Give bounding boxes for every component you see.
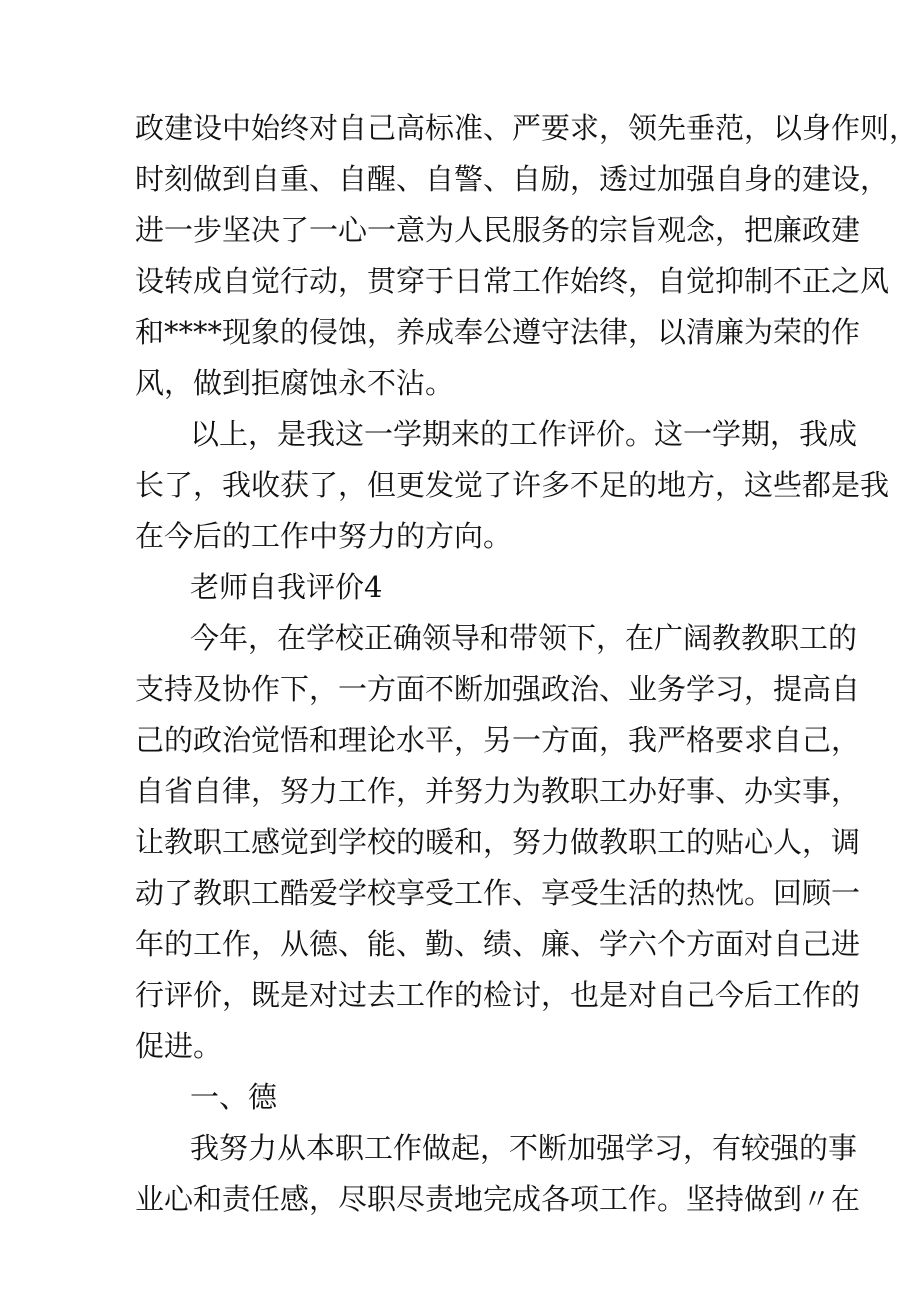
text-line: 促进。	[135, 1029, 223, 1063]
text-line: 设转成自觉行动，贯穿于日常工作始终，自觉抑制不正之风	[135, 264, 890, 298]
text-line: 风，做到拒腐蚀永不沾。	[135, 366, 455, 400]
paragraph-first-line: 我努力从本职工作做起，不断加强学习，有较强的事	[190, 1131, 858, 1165]
text-line: 动了教职工酷爱学校享受工作、享受生活的热忱。回顾一	[135, 876, 861, 910]
paragraph-first-line: 以上，是我这一学期来的工作评价。这一学期，我成	[190, 417, 858, 451]
text-line: 时刻做到自重、自醒、自警、自励，透过加强自身的建设，	[135, 162, 890, 196]
paragraph-first-line: 今年，在学校正确领导和带领下，在广阔教教职工的	[190, 621, 858, 655]
text-line: 行评价，既是对过去工作的检讨，也是对自己今后工作的	[135, 978, 861, 1012]
section-heading: 老师自我评价4	[190, 570, 383, 604]
text-line: 和****现象的侵蚀，养成奉公遵守法律，以清廉为荣的作	[135, 315, 861, 349]
text-line: 业心和责任感，尽职尽责地完成各项工作。坚持做到〃在	[135, 1182, 861, 1216]
text-line: 长了，我收获了，但更发觉了许多不足的地方，这些都是我	[135, 468, 890, 502]
text-line: 支持及协作下，一方面不断加强政治、业务学习，提高自	[135, 672, 861, 706]
text-line: 在今后的工作中努力的方向。	[135, 519, 513, 553]
text-line: 进一步坚决了一心一意为人民服务的宗旨观念，把廉政建	[135, 213, 861, 247]
text-line: 年的工作，从德、能、勤、绩、廉、学六个方面对自己进	[135, 927, 861, 961]
text-line: 自省自律，努力工作，并努力为教职工办好事、办实事，	[135, 774, 861, 808]
text-line: 己的政治觉悟和理论水平，另一方面，我严格要求自己，	[135, 723, 861, 757]
text-line: 政建设中始终对自己高标准、严要求，领先垂范，以身作则，	[135, 111, 919, 145]
subsection-heading: 一、德	[190, 1080, 278, 1114]
text-line: 让教职工感觉到学校的暖和，努力做教职工的贴心人，调	[135, 825, 861, 859]
